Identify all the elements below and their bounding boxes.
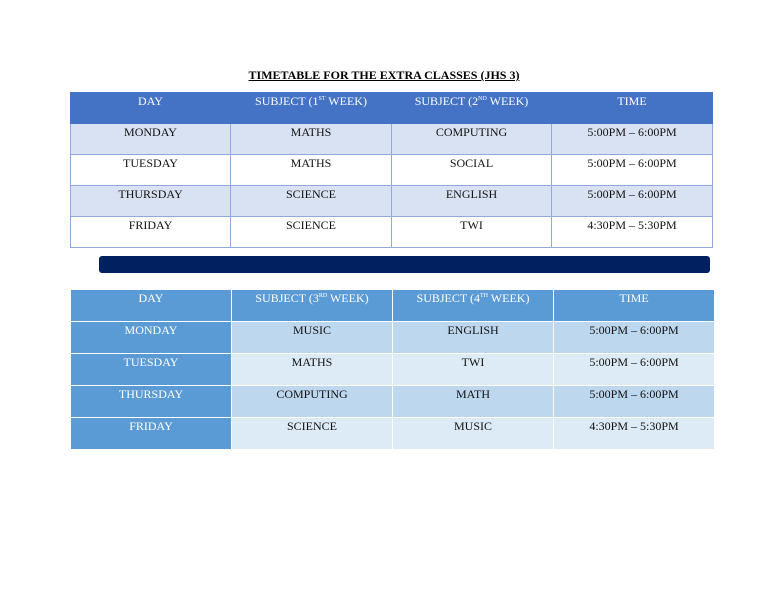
timetable-weeks-1-2 — [70, 92, 713, 248]
cell-time: 5:00PM – 6:00PM — [552, 124, 713, 155]
table-header-row — [71, 93, 713, 124]
cell-subject: TWI — [393, 354, 554, 386]
header-subject-week-3-ordinal: RD — [318, 293, 328, 299]
table-row — [71, 186, 713, 217]
header-subject-week-2 — [392, 93, 552, 124]
cell-subject: MUSIC — [393, 418, 554, 450]
cell-time: 5:00PM – 6:00PM — [554, 386, 715, 418]
header-subject-week-1-suffix: WEEK) — [325, 94, 367, 108]
cell-day: THURSDAY — [71, 186, 231, 217]
table-row — [71, 418, 715, 450]
cell-time: 4:30PM – 5:30PM — [554, 418, 715, 450]
cell-subject: COMPUTING — [392, 124, 552, 155]
cell-subject: TWI — [392, 217, 552, 248]
cell-subject: ENGLISH — [393, 322, 554, 354]
cell-subject: MATHS — [232, 354, 393, 386]
header-day: DAY — [71, 93, 231, 124]
cell-time: 5:00PM – 6:00PM — [554, 354, 715, 386]
table-row — [71, 386, 715, 418]
cell-time: 5:00PM – 6:00PM — [552, 186, 713, 217]
cell-subject: SOCIAL — [392, 155, 552, 186]
cell-day: MONDAY — [71, 124, 231, 155]
cell-subject: ENGLISH — [392, 186, 552, 217]
header-subject-week-4 — [393, 290, 554, 322]
header-subject-week-3 — [232, 290, 393, 322]
header-subject-week-1-ordinal: ST — [318, 96, 326, 102]
header-time: TIME — [552, 93, 713, 124]
cell-subject: SCIENCE — [231, 186, 392, 217]
cell-day: FRIDAY — [71, 418, 232, 450]
table-row — [71, 354, 715, 386]
cell-subject: MATH — [393, 386, 554, 418]
header-subject-week-4-suffix: WEEK) — [488, 291, 530, 305]
header-subject-week-1 — [231, 93, 392, 124]
cell-subject: MATHS — [231, 124, 392, 155]
cell-time: 5:00PM – 6:00PM — [552, 155, 713, 186]
cell-subject: SCIENCE — [232, 418, 393, 450]
header-subject-week-3-suffix: WEEK) — [327, 291, 369, 305]
cell-subject: MUSIC — [232, 322, 393, 354]
cell-time: 4:30PM – 5:30PM — [552, 217, 713, 248]
header-subject-week-3-label: SUBJECT (3 — [255, 291, 319, 305]
divider-bar — [99, 256, 710, 273]
cell-day: FRIDAY — [71, 217, 231, 248]
table-row — [71, 217, 713, 248]
header-subject-week-2-ordinal: ND — [478, 96, 487, 102]
table-row — [71, 155, 713, 186]
cell-day: MONDAY — [71, 322, 232, 354]
header-subject-week-2-label: SUBJECT (2 — [414, 94, 479, 108]
header-day: DAY — [71, 290, 232, 322]
cell-day: THURSDAY — [71, 386, 232, 418]
timetable-weeks-3-4 — [70, 289, 715, 450]
cell-subject: COMPUTING — [232, 386, 393, 418]
table-row — [71, 124, 713, 155]
cell-subject: SCIENCE — [231, 217, 392, 248]
header-subject-week-2-suffix: WEEK) — [486, 94, 529, 108]
document-title: TIMETABLE FOR THE EXTRA CLASSES (JHS 3) — [248, 68, 520, 82]
table-row — [71, 322, 715, 354]
cell-subject: MATHS — [231, 155, 392, 186]
cell-time: 5:00PM – 6:00PM — [554, 322, 715, 354]
header-subject-week-4-label: SUBJECT (4 — [416, 291, 481, 305]
cell-day: TUESDAY — [71, 354, 232, 386]
header-subject-week-4-ordinal: TH — [480, 293, 489, 299]
header-time: TIME — [554, 290, 715, 322]
table-header-row — [71, 290, 715, 322]
cell-day: TUESDAY — [71, 155, 231, 186]
header-subject-week-1-label: SUBJECT (1 — [255, 94, 319, 108]
